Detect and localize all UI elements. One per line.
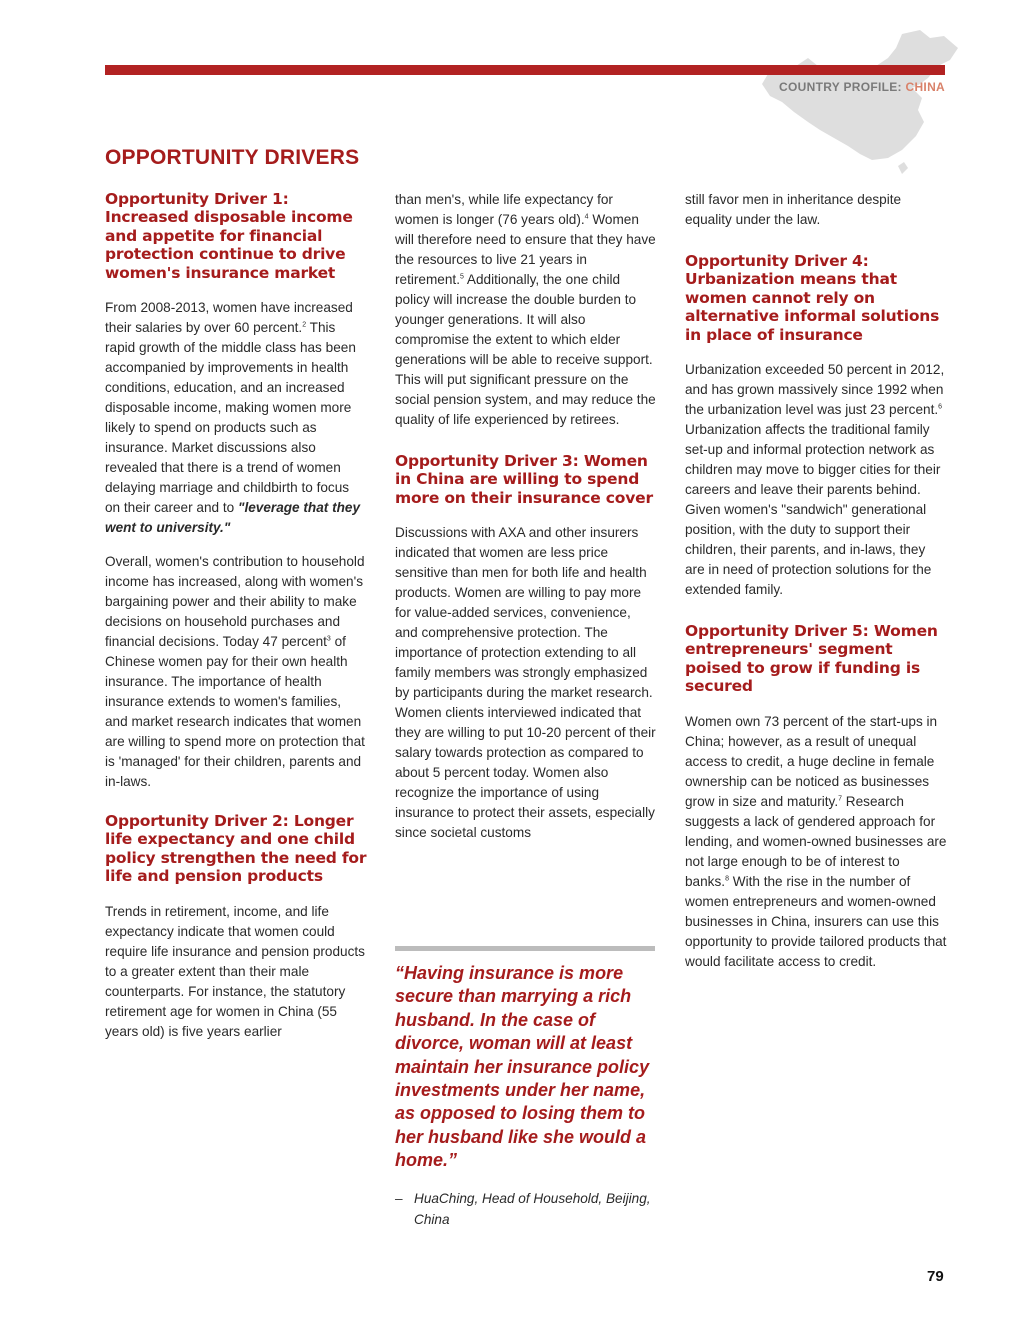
text-span: This rapid growth of the middle class has been accompanied by improvements in health conditions, education, and an increased disposable income, making women more likely to spend on products such as insurance. Market discussions also revealed that there is a trend of women delaying marriage and childbirth to focus on their career and to bbox=[105, 320, 356, 516]
country-profile-prefix: COUNTRY PROFILE: bbox=[779, 80, 902, 94]
footnote-7: 7 bbox=[838, 795, 843, 803]
footnote-5: 5 bbox=[459, 273, 464, 281]
footnote-2: 2 bbox=[302, 321, 307, 329]
driver-2-heading: Opportunity Driver 2: Longer life expectancy and one child policy strengthen the need for life and pension products bbox=[105, 812, 367, 886]
driver-2-paragraph-1: Trends in retirement, income, and life expectancy indicate that women could require life insurance and pension products to a greater extent than their male counterparts. For instance, the statutory retirement age for women in China (55 years old) is five years earlier bbox=[105, 903, 365, 1039]
driver-3-paragraph-continued: still favor men in inheritance despite equality under the law. bbox=[685, 192, 902, 227]
column-1 bbox=[105, 190, 367, 1056]
header-accent-bar bbox=[105, 65, 945, 75]
driver-5-paragraph bbox=[685, 712, 947, 972]
text-span: Research suggests a lack of gendered approach for lending, and women-owned businesses are not large enough to be of interest to banks. bbox=[685, 793, 947, 889]
china-map-icon bbox=[752, 26, 964, 176]
quote-attribution bbox=[395, 1188, 657, 1230]
footnote-6: 6 bbox=[938, 403, 943, 411]
column-3 bbox=[685, 190, 947, 986]
text-span: With the rise in the number of women entrepreneurs and women-owned businesses in China, insurers can use this opportunity to provide tailored products that would facilitate access to credit. bbox=[685, 873, 947, 969]
attribution-dash: – bbox=[395, 1191, 403, 1206]
driver-1-paragraph-2 bbox=[105, 552, 367, 792]
driver-4-paragraph bbox=[685, 360, 947, 600]
page-number: 79 bbox=[927, 1268, 944, 1285]
driver-3-heading: Opportunity Driver 3: Women in China are willing to spend more on their insurance cover bbox=[395, 452, 653, 507]
footnote-3: 3 bbox=[326, 635, 331, 643]
text-span: From 2008-2013, women have increased their salaries by over 60 percent. bbox=[105, 300, 353, 336]
attribution-text: HuaChing, Head of Household, Beijing, China bbox=[414, 1191, 651, 1227]
footnote-8: 8 bbox=[725, 875, 729, 883]
text-span: of Chinese women pay for their own health insurance. The importance of health insurance extends to women's families, and market research indicates that women are willing to spend more on protection that is 'managed' for their children, parents and in-laws. bbox=[105, 634, 365, 790]
footnote-4: 4 bbox=[584, 213, 589, 221]
emphasized-quote: "leverage that they went to university." bbox=[105, 500, 361, 536]
driver-1-heading: Opportunity Driver 1: Increased disposable income and appetite for financial protection continue to drive women's insurance market bbox=[105, 190, 353, 282]
text-span: Additionally, the one child policy will increase the double burden to younger generations. It will also compromise the extent to which elder generations will be able to receive support. This will put significant pressure on the social pension system, and may reduce the quality of life experienced by retirees. bbox=[395, 272, 656, 427]
text-span: than men's, while life expectancy for women is longer (76 years old). bbox=[395, 192, 613, 227]
driver-3-paragraph: Discussions with AXA and other insurers indicated that women are less price sensitive than men for both life and health products. Women are willing to pay more for value-added services, convenience, and comprehensive protection. The importance of protection extending to all family members was strongly emphasized by participants during the market research. Women clients interviewed indicated that they are willing to put 10-20 percent of their salary towards protection as compared to about 5 percent today. Women also recognize the importance of using insurance to protect their assets, especially since societal customs bbox=[395, 525, 656, 841]
text-span: Urbanization affects the traditional family set-up and informal protection network as children may move to bigger cities for their careers and leave their parents behind. Given women's "sandwich" generational position, with the duty to support their children, their parents, and in-laws, they are in need of protection solutions for the extended family. bbox=[685, 422, 941, 598]
driver-4-heading: Opportunity Driver 4: Urbanization means that women cannot rely on alternative informal solutions in place of insurance bbox=[685, 252, 940, 344]
country-profile-label bbox=[779, 80, 945, 94]
text-span: Overall, women's contribution to household income has increased, along with women's bargaining power and their ability to make decisions on household purchases and financial decisions. Today 47 percent bbox=[105, 554, 365, 650]
quote-divider bbox=[395, 946, 655, 951]
page-title: OPPORTUNITY DRIVERS bbox=[105, 146, 360, 169]
text-span: Urbanization exceeded 50 percent in 2012, and has grown massively since 1992 when the urbanization level was just 23 percent. bbox=[685, 362, 945, 418]
text-span: Women own 73 percent of the start-ups in China; however, as a result of unequal access to credit, a huge decline in female ownership can be noticed as businesses grow in size and maturity. bbox=[685, 713, 938, 809]
driver-1-paragraph-1 bbox=[105, 298, 367, 538]
driver-5-heading: Opportunity Driver 5: Women entrepreneurs' segment poised to grow if funding is secured bbox=[685, 622, 938, 696]
country-name: CHINA bbox=[905, 80, 945, 94]
pull-quote: “Having insurance is more secure than marrying a rich husband. In the case of divorce, woman will at least maintain her insurance policy investments under her name, as opposed to losing them to her husband like she would a home.” bbox=[395, 963, 650, 1171]
driver-2-paragraph-2 bbox=[395, 190, 657, 430]
column-2 bbox=[395, 190, 657, 857]
text-span: Women will therefore need to ensure that they have the resources to live 21 years in retirement. bbox=[395, 212, 656, 287]
